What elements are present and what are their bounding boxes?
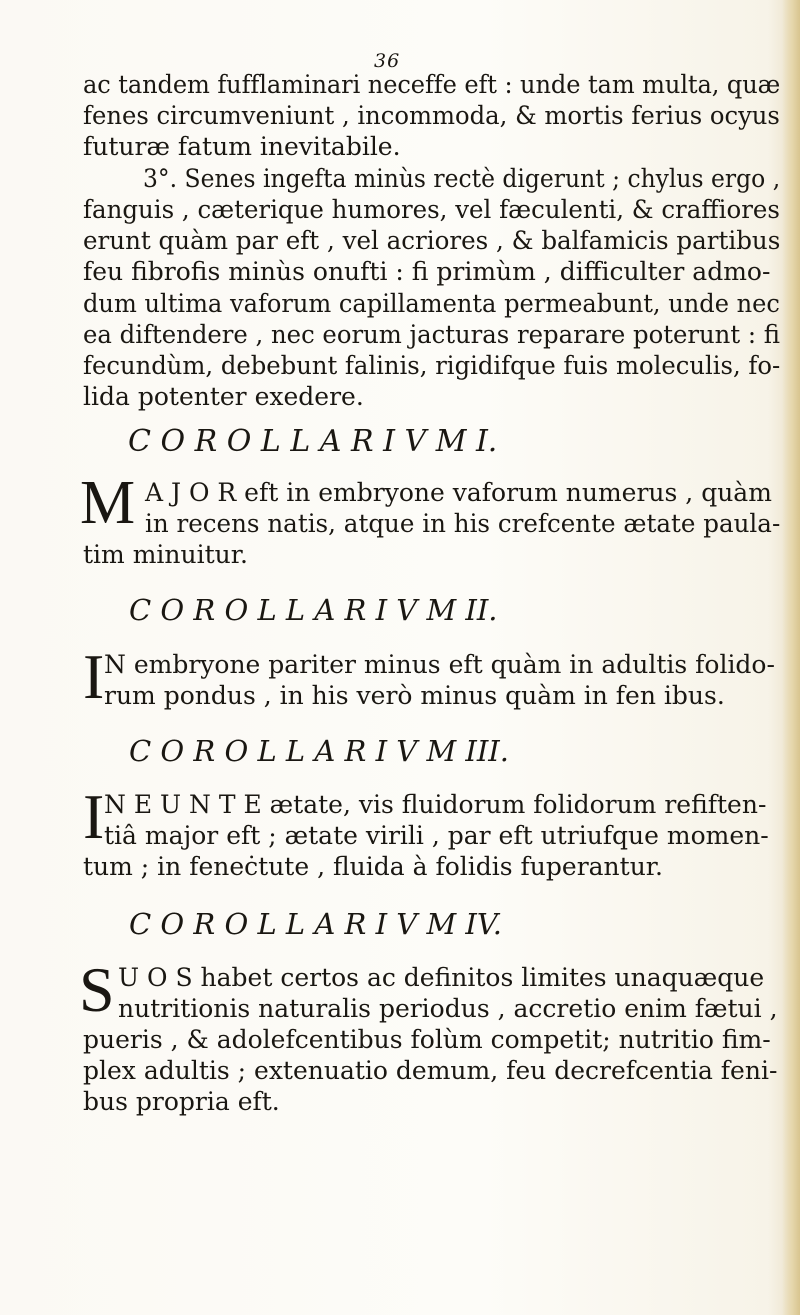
text-line: bus propria eft. <box>83 1087 280 1116</box>
text-line: N E U N T E ætate, vis fluidorum folidorum refiften- <box>104 790 767 819</box>
section-heading: C O R O L L A R I V M IV. <box>129 907 502 941</box>
text-line: tim minuitur. <box>83 540 248 569</box>
text-line: 3°. Senes ingefta minùs rectè digerunt ; chylus ergo , <box>143 164 781 193</box>
text-line: ac tandem fufflaminari neceffe eft : unde tam multa, quæ <box>83 70 781 99</box>
drop-cap: I <box>83 781 105 852</box>
text-line: feu fibrofis minùs onufti : fi primùm , difficulter admo- <box>83 257 771 286</box>
text-line: pueris , & adolefcentibus folùm competit; nutritio fim- <box>83 1025 771 1054</box>
text-line: nutritionis naturalis periodus , accretio enim fætui , <box>118 994 778 1023</box>
text-line: N embryone pariter minus eft quàm in adultis folido- <box>104 650 775 679</box>
text-line: U O S habet certos ac definitos limites unaquæque <box>118 963 765 992</box>
page-edge-shadow <box>782 0 800 1315</box>
text-line: rum pondus , in his verò minus quàm in fen ibus. <box>104 681 725 710</box>
text-line: fenes circumveniunt , incommoda, & mortis ferius ocyus <box>83 101 780 130</box>
text-line: tiâ major eft ; ætate virili , par eft utriufque momen- <box>104 821 769 850</box>
section-heading: C O R O L L A R I V M I. <box>128 424 498 459</box>
text-line: erunt quàm par eft , vel acriores , & balfamicis partibus <box>83 226 781 255</box>
text-line: futuræ fatum inevitabile. <box>83 132 401 161</box>
text-line: tum ; in feneċtute , fluida à folidis fuperantur. <box>83 852 663 881</box>
section-heading: C O R O L L A R I V M III. <box>129 734 509 768</box>
text-line: dum ultima vaforum capillamenta permeabunt, unde nec <box>83 289 780 318</box>
section-heading: C O R O L L A R I V M II. <box>129 593 498 627</box>
drop-cap: M <box>80 469 136 537</box>
text-line: fecundùm, debebunt falinis, rigidifque fuis moleculis, fo- <box>83 351 781 380</box>
text-line: ea diftendere , nec eorum jacturas reparare poterunt : fi <box>83 320 781 349</box>
text-line: plex adultis ; extenuatio demum, feu decrefcentia feni- <box>83 1056 778 1085</box>
text-line: lida potenter exedere. <box>83 382 364 411</box>
page-number: 36 <box>374 50 401 72</box>
text-line: A J O R eft in embryone vaforum numerus , quàm <box>145 478 772 507</box>
drop-cap: I <box>83 641 105 712</box>
text-line: in recens natis, atque in his crefcente ætate paula- <box>145 509 781 538</box>
text-line: fanguis , cæterique humores, vel fæculenti, & craffiores <box>83 195 780 224</box>
drop-cap: S <box>79 954 115 1025</box>
